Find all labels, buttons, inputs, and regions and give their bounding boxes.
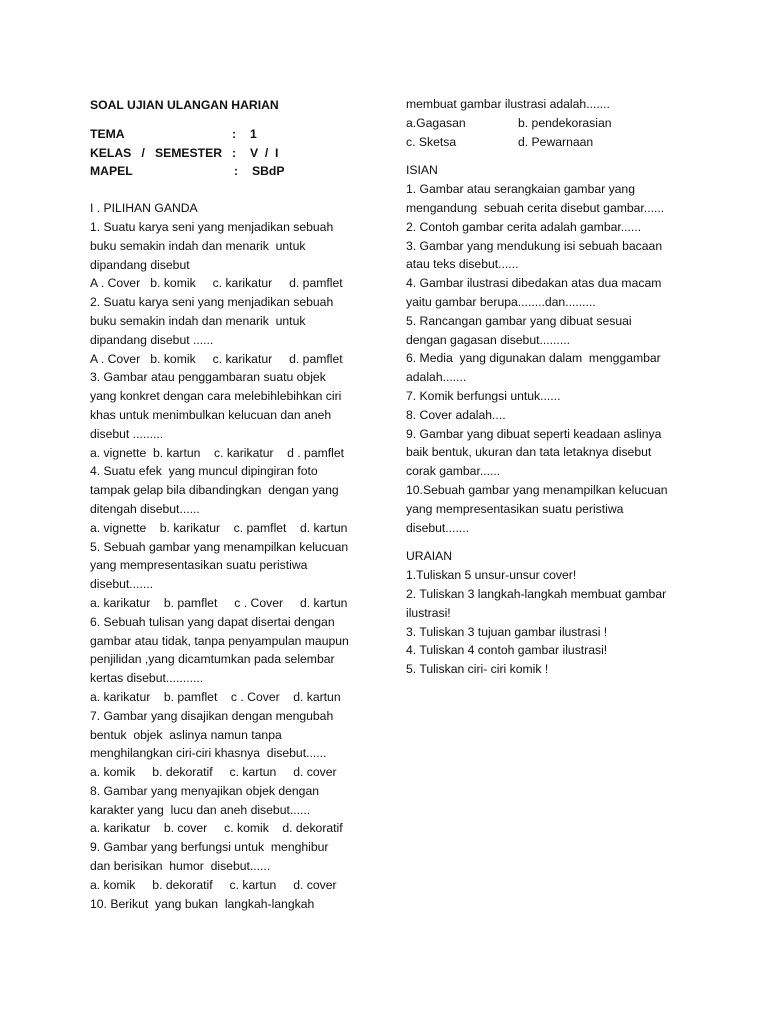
- text-line: a. karikatur b. pamflet c . Cover d. kartun: [90, 595, 348, 610]
- uraian-questions: [406, 566, 706, 679]
- meta-value: SBdP: [252, 164, 285, 179]
- text-line: a. karikatur b. cover c. komik d. dekoratif: [90, 821, 343, 836]
- text-line: adalah.......: [406, 370, 467, 385]
- text-line: bentuk objek aslinya namun tanpa: [90, 727, 282, 742]
- text-line: disebut.......: [90, 577, 154, 592]
- text-line: 6. Media yang digunakan dalam menggambar: [406, 351, 661, 366]
- isian-heading: ISIAN: [406, 163, 438, 178]
- text-line: ditengah disebut......: [90, 501, 200, 516]
- text-line: 9. Gambar yang berfungsi untuk menghibur: [90, 840, 329, 855]
- text-line: 1. Suatu karya seni yang menjadikan sebuah: [90, 219, 334, 234]
- text-line: buku semakin indah dan menarik untuk: [90, 238, 306, 253]
- option: c. Sketsa: [406, 134, 457, 149]
- text-line: 3. Gambar yang mendukung isi sebuah bacaan: [406, 238, 663, 253]
- text-line: 10.Sebuah gambar yang menampilkan kelucuan: [406, 482, 668, 497]
- text-line: 5. Tuliskan ciri- ciri komik !: [406, 662, 549, 677]
- text-line: baik bentuk, ukuran dan tata letaknya disebut: [406, 445, 652, 460]
- text-line: 10. Berikut yang bukan langkah-langkah: [90, 896, 315, 911]
- text-line: dipandang disebut: [90, 257, 190, 272]
- text-line: A . Cover b. komik c. karikatur d. pamflet: [90, 351, 343, 366]
- text-line: disebut.......: [406, 520, 470, 535]
- text-line: yang mempresentasikan suatu peristiwa: [406, 501, 624, 516]
- option: a.Gagasan: [406, 115, 466, 130]
- text-line: 1.Tuliskan 5 unsur-unsur cover!: [406, 568, 577, 583]
- text-line: yang mempresentasikan suatu peristiwa: [90, 558, 308, 573]
- right-column: [406, 95, 706, 679]
- text-line: gambar atau tidak, tanpa penyampulan maupun: [90, 633, 349, 648]
- text-line: 5. Rancangan gambar yang dibuat sesuai: [406, 313, 632, 328]
- page-title: SOAL UJIAN ULANGAN HARIAN: [90, 98, 279, 112]
- text-line: karakter yang lucu dan aneh disebut......: [90, 802, 311, 817]
- text-line: 1. Gambar atau serangkaian gambar yang: [406, 182, 635, 197]
- text-line: dengan gagasan disebut.........: [406, 332, 570, 347]
- uraian-heading: URAIAN: [406, 549, 453, 564]
- text-line: ilustrasi!: [406, 605, 451, 620]
- text-line: 5. Sebuah gambar yang menampilkan kelucuan: [90, 539, 349, 554]
- text-line: 7. Gambar yang disajikan dengan mengubah: [90, 708, 334, 723]
- text-line: 7. Komik berfungsi untuk......: [406, 388, 561, 403]
- text-line: dipandang disebut ......: [90, 332, 214, 347]
- text-line: yaitu gambar berupa........dan.........: [406, 294, 596, 309]
- meta-kelas-semester: [90, 144, 374, 163]
- text-line: 4. Tuliskan 4 contoh gambar ilustrasi!: [406, 643, 608, 658]
- text-line: a. vignette b. kartun c. karikatur d . pamflet: [90, 445, 345, 460]
- text-line: 4. Gambar ilustrasi dibedakan atas dua macam: [406, 276, 662, 291]
- text-line: 3. Gambar atau penggambaran suatu objek: [90, 370, 326, 385]
- text-line: khas untuk menimbulkan kelucuan dan aneh: [90, 407, 332, 422]
- option: b. pendekorasian: [518, 115, 612, 130]
- text-line: dan berisikan humor disebut......: [90, 859, 271, 874]
- meta-value: V / I: [250, 145, 279, 160]
- text-line: yang konkret dengan cara melebihlebihkan ciri: [90, 389, 342, 404]
- text-line: 3. Tuliskan 3 tujuan gambar ilustrasi !: [406, 624, 608, 639]
- text-line: disebut .........: [90, 426, 164, 441]
- pilihan-ganda-heading: I . PILIHAN GANDA: [90, 201, 198, 216]
- text-line: 8. Gambar yang menyajikan objek dengan: [90, 783, 319, 798]
- option: d. Pewarnaan: [518, 134, 594, 149]
- text-line: a. karikatur b. pamflet c . Cover d. kartun: [90, 689, 341, 704]
- meta-colon: :: [232, 126, 237, 141]
- meta-key: MAPEL: [90, 164, 133, 179]
- option-row: [406, 133, 706, 152]
- text-line: mengandung sebuah cerita disebut gambar......: [406, 200, 665, 215]
- text-line: 2. Contoh gambar cerita adalah gambar......: [406, 219, 642, 234]
- text-line: A . Cover b. komik c. karikatur d. pamflet: [90, 276, 343, 291]
- meta-colon: :: [232, 145, 237, 160]
- text-line: 9. Gambar yang dibuat seperti keadaan aslinya: [406, 426, 662, 441]
- meta-key: KELAS / SEMESTER: [90, 145, 223, 160]
- text-line: atau teks disebut......: [406, 257, 519, 272]
- text-line: corak gambar......: [406, 464, 501, 479]
- meta-key: TEMA: [90, 126, 125, 141]
- meta-colon: :: [234, 164, 239, 179]
- text-line: a. vignette b. karikatur c. pamflet d. kartun: [90, 520, 348, 535]
- text-line: 8. Cover adalah....: [406, 407, 506, 422]
- text-line: kertas disebut...........: [90, 671, 204, 686]
- text-line: 2. Tuliskan 3 langkah-langkah membuat gambar: [406, 586, 667, 601]
- text-line: 4. Suatu efek yang muncul dipingiran foto: [90, 464, 318, 479]
- meta-tema: [90, 125, 374, 144]
- text-line: tampak gelap bila dibandingkan dengan yang: [90, 483, 339, 498]
- isian-questions: [406, 180, 706, 537]
- option-row: [406, 114, 706, 133]
- pilihan-ganda-questions: [90, 218, 374, 913]
- text-line: penjilidan ,yang dicamtumkan pada selembar: [90, 652, 335, 667]
- text-line: menghilangkan ciri-ciri khasnya disebut......: [90, 746, 327, 761]
- text-line: a. komik b. dekoratif c. kartun d. cover: [90, 877, 337, 892]
- left-column: [90, 96, 374, 913]
- question-continuation: membuat gambar ilustrasi adalah.......: [406, 97, 610, 111]
- text-line: 6. Sebuah tulisan yang dapat disertai dengan: [90, 614, 335, 629]
- meta-mapel: [90, 162, 374, 181]
- text-line: a. komik b. dekoratif c. kartun d. cover: [90, 765, 337, 780]
- text-line: buku semakin indah dan menarik untuk: [90, 313, 306, 328]
- meta-value: 1: [250, 126, 257, 141]
- text-line: 2. Suatu karya seni yang menjadikan sebuah: [90, 295, 334, 310]
